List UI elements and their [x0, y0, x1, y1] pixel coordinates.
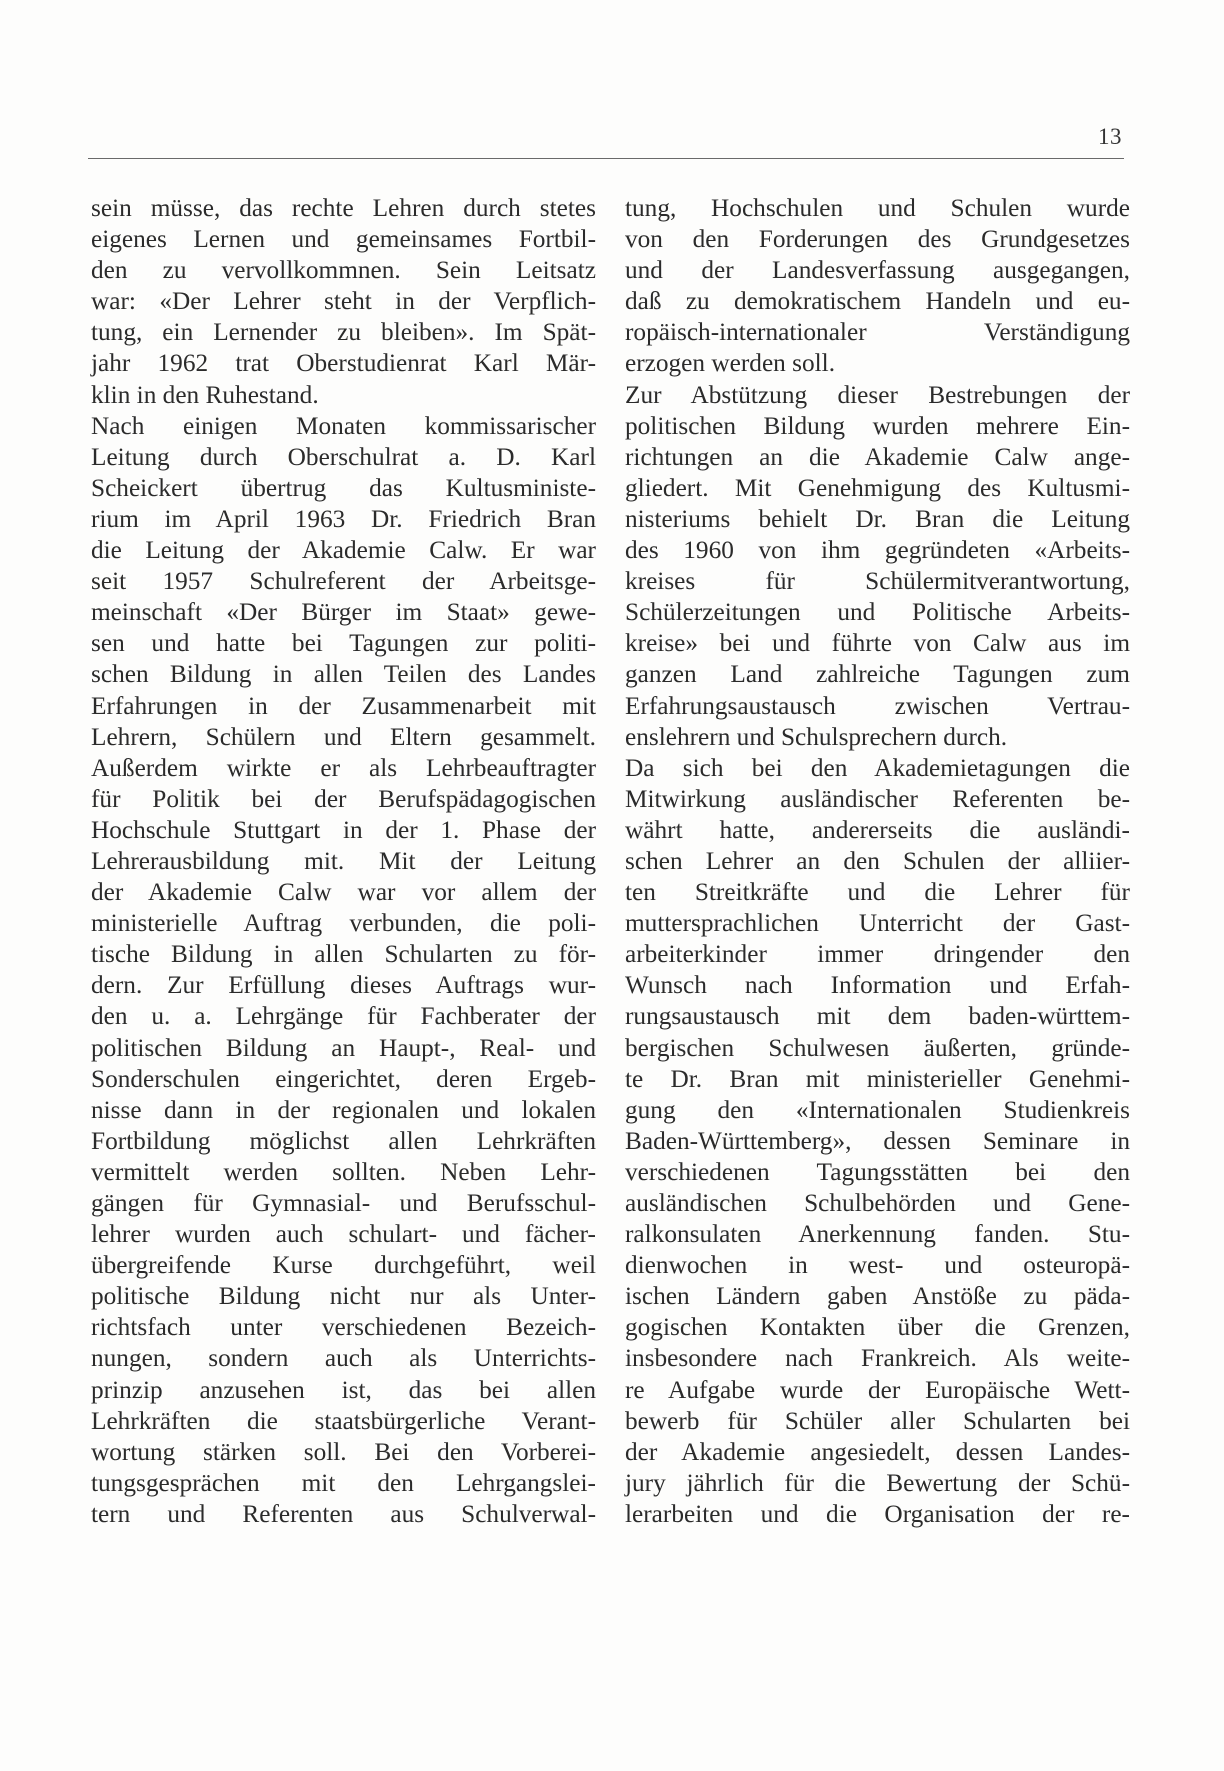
text-line: schen Bildung in allen Teilen des Landes	[91, 660, 596, 689]
text-line: ten Streitkräfte und die Lehrer für	[625, 878, 1130, 907]
text-line: eigenes Lernen und gemeinsames Fortbil-	[91, 225, 596, 254]
text-line: kreise» bei und führte von Calw aus im	[625, 629, 1130, 658]
text-line: Nach einigen Monaten kommissarischer	[91, 411, 596, 440]
text-line: enslehrern und Schulsprechern durch.	[625, 722, 1008, 751]
text-line: ausländischen Schulbehörden und Gene-	[625, 1189, 1130, 1217]
text-line: der Akademie Calw war vor allem der	[91, 878, 596, 907]
text-line: bewerb für Schüler aller Schularten bei	[625, 1406, 1130, 1435]
text-line: die Leitung der Akademie Calw. Er war	[91, 536, 596, 565]
text-line: jury jährlich für die Bewertung der Schü-	[625, 1468, 1130, 1497]
text-line: tungsgesprächen mit den Lehrgangslei-	[91, 1468, 596, 1497]
text-line: Scheickert übertrug das Kultusministe-	[91, 473, 596, 502]
text-line: Fortbildung möglichst allen Lehrkräften	[91, 1126, 596, 1155]
text-line: Hochschule Stuttgart in der 1. Phase der	[91, 815, 596, 844]
text-line: tung, Hochschulen und Schulen wurde	[625, 194, 1130, 222]
text-line: war: «Der Lehrer steht in der Verpflich-	[91, 287, 596, 316]
text-line: politischen Bildung wurden mehrere Ein-	[625, 411, 1130, 440]
text-line: richtungen an die Akademie Calw ange-	[625, 442, 1130, 471]
text-line: von den Forderungen des Grundgesetzes	[625, 225, 1130, 254]
text-line: bergischen Schulwesen äußerten, gründe-	[625, 1033, 1130, 1062]
text-line: Zur Abstützung dieser Bestrebungen der	[625, 380, 1130, 409]
text-line: ropäisch-internationaler Verständigung	[625, 318, 1130, 347]
text-line: Erfahrungen in der Zusammenarbeit mit	[91, 691, 596, 720]
page-number: 13	[1098, 124, 1122, 149]
text-line: gängen für Gymnasial- und Berufsschul-	[91, 1189, 596, 1217]
text-line: der Akademie angesiedelt, dessen Landes-	[625, 1437, 1130, 1466]
text-line: jahr 1962 trat Oberstudienrat Karl Mär-	[91, 349, 596, 378]
text-line: gogischen Kontakten über die Grenzen,	[625, 1313, 1130, 1342]
text-line: nisteriums behielt Dr. Bran die Leitung	[625, 504, 1130, 533]
text-line: nisse dann in der regionalen und lokalen	[91, 1095, 596, 1124]
text-line: und der Landesverfassung ausgegangen,	[625, 256, 1130, 285]
text-line: rungsaustausch mit dem baden-württem-	[625, 1002, 1130, 1031]
text-line: tung, ein Lernender zu bleiben». Im Spät-	[91, 318, 596, 347]
text-line: kreises für Schülermitverantwortung,	[625, 567, 1130, 596]
text-line: ganzen Land zahlreiche Tagungen zum	[625, 660, 1130, 689]
header-rule	[88, 158, 1124, 159]
text-line: dienwochen in west- und osteuropä-	[625, 1251, 1130, 1280]
text-line: muttersprachlichen Unterricht der Gast-	[625, 909, 1130, 938]
text-line: Lehrerausbildung mit. Mit der Leitung	[91, 846, 596, 875]
text-line: Außerdem wirkte er als Lehrbeauftragter	[91, 753, 596, 782]
text-line: den u. a. Lehrgänge für Fachberater der	[91, 1002, 596, 1031]
text-line: richtsfach unter verschiedenen Bezeich-	[91, 1313, 596, 1342]
text-line: re Aufgabe wurde der Europäische Wett-	[625, 1375, 1130, 1404]
text-line: Lehrkräften die staatsbürgerliche Verant-	[91, 1406, 596, 1435]
text-line: Lehrern, Schülern und Eltern gesammelt.	[91, 722, 596, 751]
text-line: Sonderschulen eingerichtet, deren Ergeb-	[91, 1064, 596, 1093]
right-text-column	[625, 193, 1130, 1530]
text-line: klin in den Ruhestand.	[91, 380, 319, 409]
text-line: ischen Ländern gaben Anstöße zu päda-	[625, 1282, 1130, 1311]
text-line: gliedert. Mit Genehmigung des Kultusmi-	[625, 473, 1130, 502]
text-line: tern und Referenten aus Schulverwal-	[91, 1499, 596, 1528]
text-line: übergreifende Kurse durchgeführt, weil	[91, 1251, 596, 1280]
text-line: Leitung durch Oberschulrat a. D. Karl	[91, 442, 596, 471]
text-line: Da sich bei den Akademietagungen die	[625, 753, 1130, 782]
text-line: Erfahrungsaustausch zwischen Vertrau-	[625, 691, 1130, 720]
text-line: Wunsch nach Information und Erfah-	[625, 971, 1130, 1000]
text-line: währt hatte, andererseits die ausländi-	[625, 815, 1130, 844]
text-line: meinschaft «Der Bürger im Staat» gewe-	[91, 598, 596, 627]
text-line: für Politik bei der Berufspädagogischen	[91, 784, 596, 813]
text-line: erzogen werden soll.	[625, 349, 836, 378]
text-line: wortung stärken soll. Bei den Vorberei-	[91, 1437, 596, 1466]
text-line: ralkonsulaten Anerkennung fanden. Stu-	[625, 1220, 1130, 1249]
text-line: des 1960 von ihm gegründeten «Arbeits-	[625, 536, 1130, 565]
text-line: arbeiterkinder immer dringender den	[625, 940, 1130, 969]
text-line: lerarbeiten und die Organisation der re-	[625, 1499, 1130, 1528]
text-line: te Dr. Bran mit ministerieller Genehmi-	[625, 1064, 1130, 1093]
text-line: den zu vervollkommnen. Sein Leitsatz	[91, 256, 596, 285]
text-line: sein müsse, das rechte Lehren durch stetes	[91, 194, 596, 222]
text-line: verschiedenen Tagungsstätten bei den	[625, 1157, 1130, 1186]
text-line: ministerielle Auftrag verbunden, die poli-	[91, 909, 596, 938]
text-line: lehrer wurden auch schulart- und fächer-	[91, 1220, 596, 1249]
text-line: dern. Zur Erfüllung dieses Auftrags wur-	[91, 971, 596, 1000]
text-line: politischen Bildung an Haupt-, Real- und	[91, 1033, 596, 1062]
text-line: prinzip anzusehen ist, das bei allen	[91, 1375, 596, 1404]
text-line: nungen, sondern auch als Unterrichts-	[91, 1344, 596, 1373]
text-line: schen Lehrer an den Schulen der alliier-	[625, 846, 1130, 875]
text-line: Schülerzeitungen und Politische Arbeits-	[625, 598, 1130, 627]
text-line: seit 1957 Schulreferent der Arbeitsge-	[91, 567, 596, 596]
text-line: vermittelt werden sollten. Neben Lehr-	[91, 1157, 596, 1186]
text-line: sen und hatte bei Tagungen zur politi-	[91, 629, 596, 658]
text-line: Mitwirkung ausländischer Referenten be-	[625, 784, 1130, 813]
text-line: rium im April 1963 Dr. Friedrich Bran	[91, 504, 596, 533]
text-line: daß zu demokratischem Handeln und eu-	[625, 287, 1130, 316]
text-line: insbesondere nach Frankreich. Als weite-	[625, 1344, 1130, 1373]
text-line: politische Bildung nicht nur als Unter-	[91, 1282, 596, 1311]
left-text-column	[91, 193, 596, 1530]
text-line: Baden-Württemberg», dessen Seminare in	[625, 1126, 1130, 1155]
text-line: gung den «Internationalen Studienkreis	[625, 1095, 1130, 1124]
text-line: tische Bildung in allen Schularten zu för-	[91, 940, 596, 969]
